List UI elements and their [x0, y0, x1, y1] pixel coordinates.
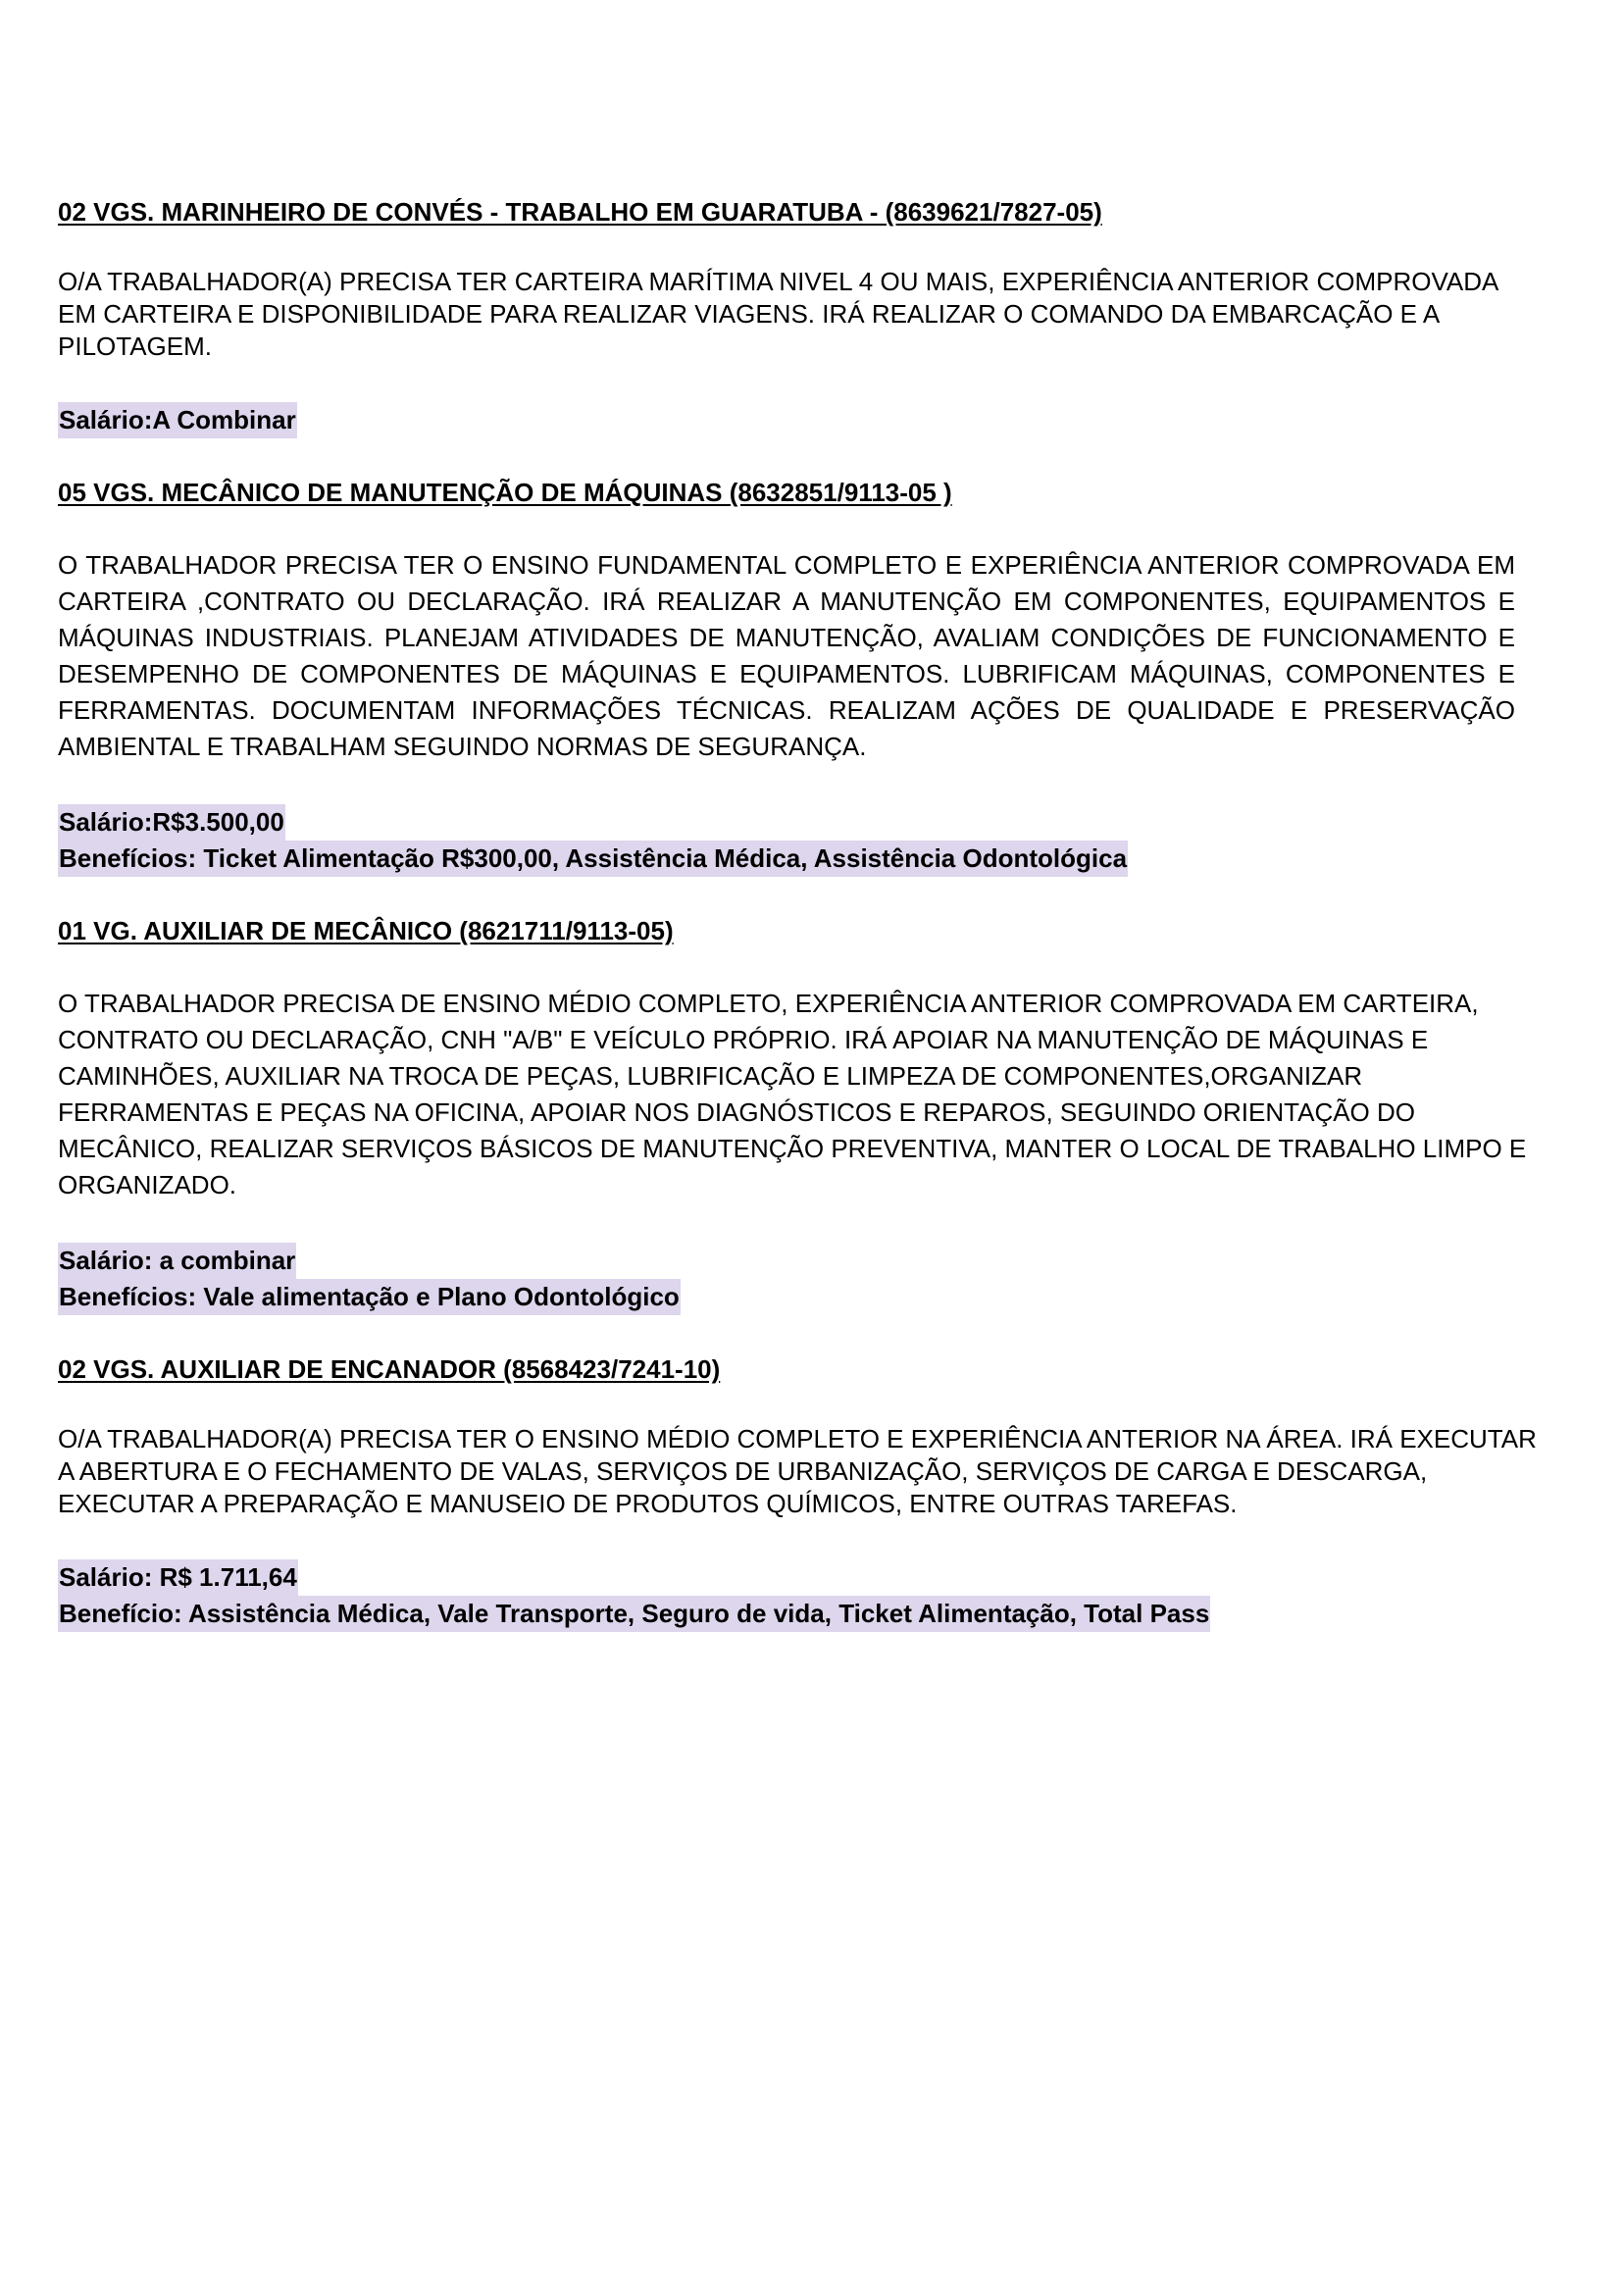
job-listing-mecanico-manutencao [58, 477, 1529, 877]
job-title: 05 VGS. MECÂNICO DE MANUTENÇÃO DE MÁQUINAS (8632851/9113-05 ) [58, 478, 952, 507]
job-info [58, 804, 1529, 877]
document-page [58, 196, 1537, 1632]
salary-highlight: Salário: a combinar [58, 1243, 296, 1279]
benefits-highlight: Benefício: Assistência Médica, Vale Transporte, Seguro de vida, Ticket Alimentação, Total Pass [58, 1596, 1210, 1632]
job-description: O/A TRABALHADOR(A) PRECISA TER O ENSINO MÉDIO COMPLETO E EXPERIÊNCIA ANTERIOR NA ÁREA. IRÁ EXECUTAR A ABERTURA E O FECHAMENTO DE VALAS, SERVIÇOS DE URBANIZAÇÃO, SERVIÇOS DE CARGA E DESCARGA, EXECUTAR A PREPARAÇÃO E MANUSEIO DE PRODUTOS QUÍMICOS, ENTRE OUTRAS TAREFAS. [58, 1424, 1537, 1518]
job-info [58, 1559, 1529, 1632]
benefits-highlight: Benefícios: Ticket Alimentação R$300,00, Assistência Médica, Assistência Odontológica [58, 841, 1128, 877]
job-listing-marinheiro [58, 196, 1529, 438]
job-description: O TRABALHADOR PRECISA TER O ENSINO FUNDAMENTAL COMPLETO E EXPERIÊNCIA ANTERIOR COMPROVADA EM CARTEIRA ,CONTRATO OU DECLARAÇÃO. IRÁ REALIZAR A MANUTENÇÃO EM COMPONENTES, EQUIPAMENTOS E MÁQUINAS INDUSTRIAIS. PLANEJAM ATIVIDADES DE MANUTENÇÃO, AVALIAM CONDIÇÕES DE FUNCIONAMENTO E DESEMPENHO DE COMPONENTES DE MÁQUINAS E EQUIPAMENTOS. LUBRIFICAM MÁQUINAS, COMPONENTES E FERRAMENTAS. DOCUMENTAM INFORMAÇÕES TÉCNICAS. REALIZAM AÇÕES DE QUALIDADE E PRESERVAÇÃO AMBIENTAL E TRABALHAM SEGUINDO NORMAS DE SEGURANÇA. [58, 550, 1515, 761]
job-description: O TRABALHADOR PRECISA DE ENSINO MÉDIO COMPLETO, EXPERIÊNCIA ANTERIOR COMPROVADA EM CARTEIRA, CONTRATO OU DECLARAÇÃO, CNH "A/B" E VEÍCULO PRÓPRIO. IRÁ APOIAR NA MANUTENÇÃO DE MÁQUINAS E CAMINHÕES, AUXILIAR NA TROCA DE PEÇAS, LUBRIFICAÇÃO E LIMPEZA DE COMPONENTES,ORGANIZAR FERRAMENTAS E PEÇAS NA OFICINA, APOIAR NOS DIAGNÓSTICOS E REPAROS, SEGUINDO ORIENTAÇÃO DO MECÂNICO, REALIZAR SERVIÇOS BÁSICOS DE MANUTENÇÃO PREVENTIVA, MANTER O LOCAL DE TRABALHO LIMPO E ORGANIZADO. [58, 989, 1527, 1199]
salary-highlight: Salário: R$ 1.711,64 [58, 1559, 298, 1596]
job-info [58, 1243, 1529, 1315]
salary-highlight: Salário:A Combinar [58, 402, 297, 438]
job-listing-auxiliar-mecanico [58, 915, 1529, 1315]
job-title: 02 VGS. MARINHEIRO DE CONVÉS - TRABALHO EM GUARATUBA - (8639621/7827-05) [58, 197, 1102, 227]
job-info [58, 402, 1529, 438]
job-title: 02 VGS. AUXILIAR DE ENCANADOR (8568423/7241-10) [58, 1354, 721, 1384]
salary-highlight: Salário:R$3.500,00 [58, 804, 285, 841]
benefits-highlight: Benefícios: Vale alimentação e Plano Odontológico [58, 1279, 681, 1315]
job-title: 01 VG. AUXILIAR DE MECÂNICO (8621711/9113-05) [58, 916, 674, 945]
job-description: O/A TRABALHADOR(A) PRECISA TER CARTEIRA MARÍTIMA NIVEL 4 OU MAIS, EXPERIÊNCIA ANTERIOR COMPROVADA EM CARTEIRA E DISPONIBILIDADE PARA REALIZAR VIAGENS. IRÁ REALIZAR O COMANDO DA EMBARCAÇÃO E A PILOTAGEM. [58, 267, 1497, 361]
job-listing-auxiliar-encanador [58, 1353, 1537, 1632]
